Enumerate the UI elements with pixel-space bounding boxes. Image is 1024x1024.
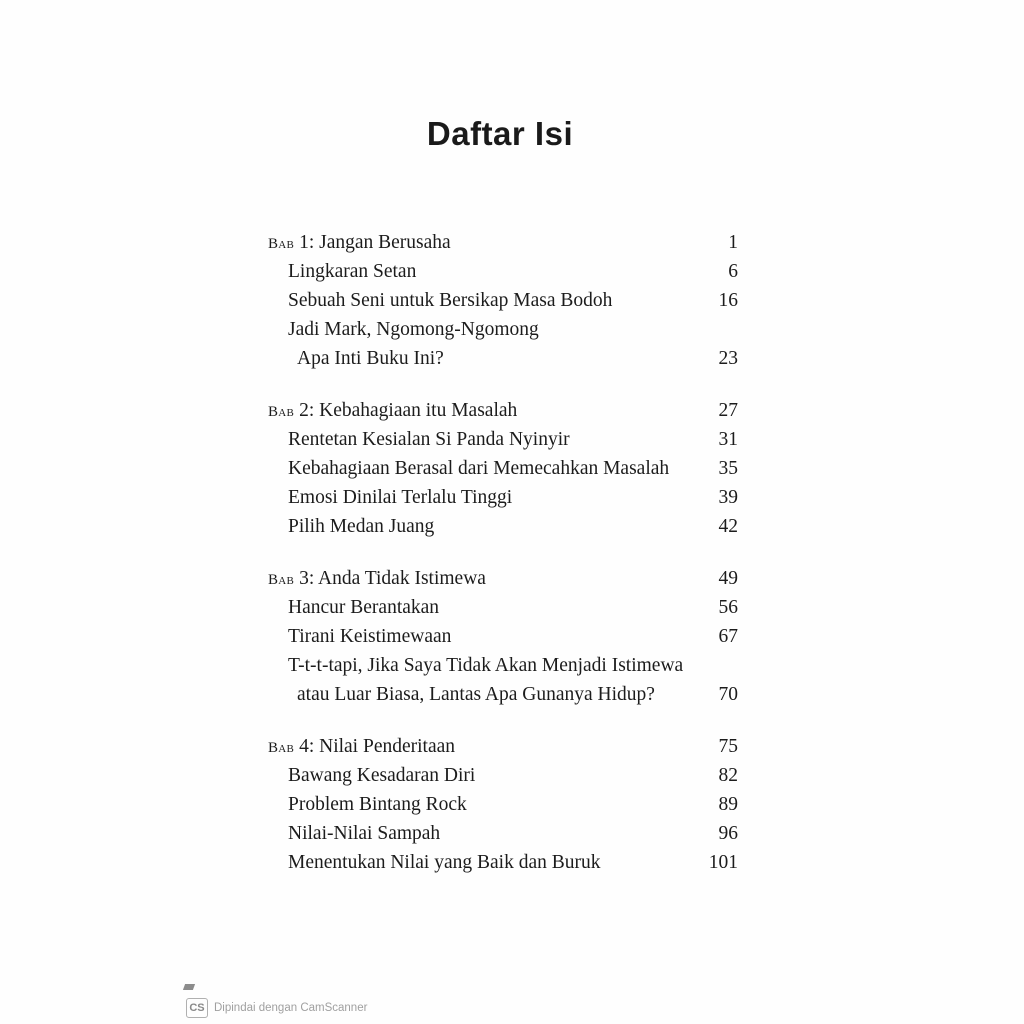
section-title: Tirani Keistimewaan	[288, 626, 452, 647]
section-title: Pilih Medan Juang	[288, 516, 435, 537]
page-number: 42	[718, 516, 738, 537]
table-of-contents	[262, 228, 742, 900]
chapter-2	[262, 396, 742, 541]
page-number: 16	[718, 290, 738, 311]
section-row	[262, 454, 742, 483]
section-title: Rentetan Kesialan Si Panda Nyinyir	[288, 429, 570, 450]
page-number: 70	[718, 684, 738, 705]
section-row	[262, 425, 742, 454]
section-title: Emosi Dinilai Terlalu Tinggi	[288, 487, 513, 508]
page-number: 39	[718, 487, 738, 508]
section-title: Apa Inti Buku Ini?	[297, 348, 444, 369]
page-number: 6	[728, 261, 738, 282]
chapter-prefix: Bab	[268, 572, 295, 588]
page-number: 27	[718, 400, 738, 421]
section-row-continuation	[262, 680, 742, 709]
chapter-title: 4: Nilai Penderitaan	[299, 736, 456, 757]
section-row	[262, 848, 742, 877]
section-row	[262, 286, 742, 315]
chapter-prefix: Bab	[268, 740, 295, 756]
section-title: Bawang Kesadaran Diri	[288, 765, 476, 786]
chapter-1	[262, 228, 742, 373]
chapter-heading	[262, 396, 517, 427]
chapter-prefix: Bab	[268, 236, 295, 252]
section-row	[262, 593, 742, 622]
section-row	[262, 819, 742, 848]
page-number: 67	[718, 626, 738, 647]
watermark-text: Dipindai dengan CamScanner	[214, 1002, 368, 1014]
camscanner-watermark	[186, 998, 367, 1018]
chapter-heading	[262, 564, 486, 595]
section-row	[262, 622, 742, 651]
section-row	[262, 257, 742, 286]
chapter-heading-row	[262, 228, 742, 257]
page-number: 49	[718, 568, 738, 589]
page-number: 56	[718, 597, 738, 618]
page-number: 23	[718, 348, 738, 369]
section-title: atau Luar Biasa, Lantas Apa Gunanya Hidup?	[297, 684, 655, 705]
section-row	[262, 315, 742, 344]
page-number: 82	[718, 765, 738, 786]
section-title: Kebahagiaan Berasal dari Memecahkan Masalah	[288, 458, 670, 479]
section-title: T-t-t-tapi, Jika Saya Tidak Akan Menjadi Istimewa	[288, 655, 684, 676]
section-row	[262, 651, 742, 680]
page-number: 101	[708, 852, 738, 873]
camscanner-logo-icon: CS	[186, 998, 208, 1018]
section-title: Problem Bintang Rock	[288, 794, 467, 815]
page-number: 35	[718, 458, 738, 479]
section-title: Lingkaran Setan	[288, 261, 417, 282]
chapter-title: 3: Anda Tidak Istimewa	[299, 568, 486, 589]
section-title: Nilai-Nilai Sampah	[288, 823, 441, 844]
chapter-title: 2: Kebahagiaan itu Masalah	[299, 400, 518, 421]
section-title: Hancur Berantakan	[288, 597, 440, 618]
chapter-heading-row	[262, 564, 742, 593]
section-row	[262, 483, 742, 512]
chapter-heading-row	[262, 732, 742, 761]
chapter-heading	[262, 228, 451, 259]
section-row	[262, 790, 742, 819]
section-row	[262, 761, 742, 790]
chapter-heading-row	[262, 396, 742, 425]
chapter-prefix: Bab	[268, 404, 295, 420]
page-number: 75	[718, 736, 738, 757]
chapter-heading	[262, 732, 455, 763]
section-title: Menentukan Nilai yang Baik dan Buruk	[288, 852, 601, 873]
scan-corner-mark	[183, 984, 195, 990]
chapter-3	[262, 564, 742, 709]
page-title: Daftar Isi	[426, 115, 574, 152]
page-number: 1	[728, 232, 738, 253]
page-number: 31	[718, 429, 738, 450]
page-number: 89	[718, 794, 738, 815]
page-number: 96	[718, 823, 738, 844]
chapter-4	[262, 732, 742, 877]
section-row	[262, 512, 742, 541]
section-row-continuation	[262, 344, 742, 373]
section-title: Sebuah Seni untuk Bersikap Masa Bodoh	[288, 290, 613, 311]
chapter-title: 1: Jangan Berusaha	[299, 232, 451, 253]
section-title: Jadi Mark, Ngomong-Ngomong	[288, 319, 539, 340]
